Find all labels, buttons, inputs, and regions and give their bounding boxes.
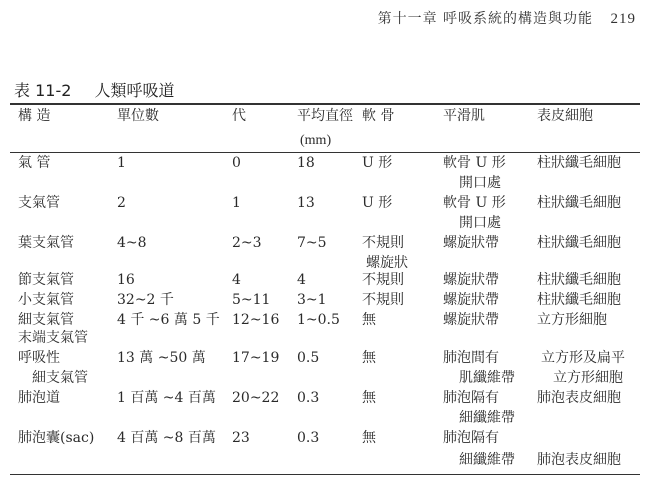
row-8-muscle-line2: 細纖維帶 <box>459 410 515 426</box>
row-0-structure: 氣 管 <box>18 155 51 171</box>
row-8-generation: 20~22 <box>232 390 280 406</box>
row-1-diameter: 13 <box>297 195 315 211</box>
page-number: 219 <box>610 11 636 27</box>
row-3-muscle: 螺旋狀帶 <box>443 272 499 288</box>
row-7-epithelium: 立方形及扁平 <box>541 350 625 366</box>
chapter-title: 第十一章 呼吸系統的構造與功能 <box>377 11 594 27</box>
row-0-generation: 0 <box>232 155 241 171</box>
row-2-cartilage-line2: 螺旋狀 <box>366 255 408 271</box>
row-9-cartilage: 無 <box>362 430 376 446</box>
table-number: 表 11-2 <box>14 81 72 100</box>
row-2-generation: 2~3 <box>232 235 262 251</box>
header-cartilage: 軟 骨 <box>362 108 395 124</box>
row-1-epithelium: 柱狀纖毛細胞 <box>537 195 621 211</box>
row-7-epithelium-line2: 立方形細胞 <box>553 370 623 386</box>
row-2-units: 4~8 <box>117 235 147 251</box>
row-4-generation: 5~11 <box>232 292 271 308</box>
row-9-muscle: 肺泡隔有 <box>443 430 499 446</box>
table-top-rule <box>10 103 640 105</box>
row-9-diameter: 0.3 <box>297 430 320 446</box>
row-9-epithelium: 肺泡表皮細胞 <box>537 452 621 468</box>
table-caption <box>14 78 175 101</box>
header-diameter-unit: (mm) <box>300 133 332 148</box>
row-4-structure: 小支氣管 <box>18 292 74 308</box>
table-bottom-rule <box>10 474 640 475</box>
row-8-diameter: 0.3 <box>297 390 320 406</box>
row-7-generation: 17~19 <box>232 350 280 366</box>
header-diameter: 平均直徑 <box>297 108 353 124</box>
row-7-cartilage: 無 <box>362 350 376 366</box>
header-units: 單位數 <box>117 108 159 124</box>
row-1-muscle-line2: 開口處 <box>459 215 501 231</box>
row-0-muscle-line2: 開口處 <box>459 175 501 191</box>
row-2-diameter: 7~5 <box>297 235 327 251</box>
row-1-generation: 1 <box>232 195 241 211</box>
page-header <box>378 8 636 28</box>
row-4-diameter: 3~1 <box>297 292 327 308</box>
row-1-muscle: 軟骨 U 形 <box>443 195 506 211</box>
row-3-epithelium: 柱狀纖毛細胞 <box>537 272 621 288</box>
row-4-cartilage: 不規則 <box>362 292 404 308</box>
row-2-muscle: 螺旋狀帶 <box>443 235 499 251</box>
row-3-diameter: 4 <box>297 272 306 288</box>
row-8-units: 1 百萬 ~4 百萬 <box>117 390 216 406</box>
row-7-muscle-line2: 肌纖維帶 <box>459 370 515 386</box>
row-6-structure: 末端支氣管 <box>18 330 88 346</box>
row-9-muscle-line2: 細纖維帶 <box>459 452 515 468</box>
row-7-structure: 呼吸性 <box>18 350 60 366</box>
row-7-structure-line2: 細支氣管 <box>32 370 88 386</box>
row-9-units: 4 百萬 ~8 百萬 <box>117 430 216 446</box>
row-8-epithelium: 肺泡表皮細胞 <box>537 390 621 406</box>
row-0-cartilage: U 形 <box>362 155 393 171</box>
row-5-units: 4 千 ~6 萬 5 千 <box>117 312 220 328</box>
row-7-muscle: 肺泡間有 <box>443 350 499 366</box>
row-8-muscle: 肺泡隔有 <box>443 390 499 406</box>
row-8-cartilage: 無 <box>362 390 376 406</box>
row-3-units: 16 <box>117 272 135 288</box>
header-structure: 構 造 <box>18 108 51 124</box>
row-8-structure: 肺泡道 <box>18 390 60 406</box>
row-3-generation: 4 <box>232 272 241 288</box>
table-title: 人類呼吸道 <box>94 81 175 100</box>
row-2-epithelium: 柱狀纖毛細胞 <box>537 235 621 251</box>
row-9-generation: 23 <box>232 430 250 446</box>
row-5-generation: 12~16 <box>232 312 280 328</box>
row-5-muscle: 螺旋狀帶 <box>443 312 499 328</box>
row-2-cartilage: 不規則 <box>362 235 404 251</box>
header-epithelium: 表皮細胞 <box>537 108 593 124</box>
row-1-structure: 支氣管 <box>18 195 60 211</box>
row-9-structure: 肺泡囊(sac) <box>18 430 95 446</box>
row-3-cartilage: 不規則 <box>362 272 404 288</box>
row-5-cartilage: 無 <box>362 312 376 328</box>
row-0-epithelium: 柱狀纖毛細胞 <box>537 155 621 171</box>
row-5-structure: 細支氣管 <box>18 312 74 328</box>
header-smooth-muscle: 平滑肌 <box>443 108 485 124</box>
row-3-structure: 節支氣管 <box>18 272 74 288</box>
row-0-units: 1 <box>117 155 126 171</box>
row-0-diameter: 18 <box>297 155 315 171</box>
row-4-epithelium: 柱狀纖毛細胞 <box>537 292 621 308</box>
row-7-units: 13 萬 ~50 萬 <box>117 350 206 366</box>
row-4-units: 32~2 千 <box>117 292 174 308</box>
header-generation: 代 <box>232 108 246 124</box>
row-2-structure: 葉支氣管 <box>18 235 74 251</box>
row-7-diameter: 0.5 <box>297 350 320 366</box>
row-0-muscle: 軟骨 U 形 <box>443 155 506 171</box>
row-5-diameter: 1~0.5 <box>297 312 340 328</box>
row-4-muscle: 螺旋狀帶 <box>443 292 499 308</box>
row-5-epithelium: 立方形細胞 <box>537 312 607 328</box>
row-1-units: 2 <box>117 195 126 211</box>
row-1-cartilage: U 形 <box>362 195 393 211</box>
